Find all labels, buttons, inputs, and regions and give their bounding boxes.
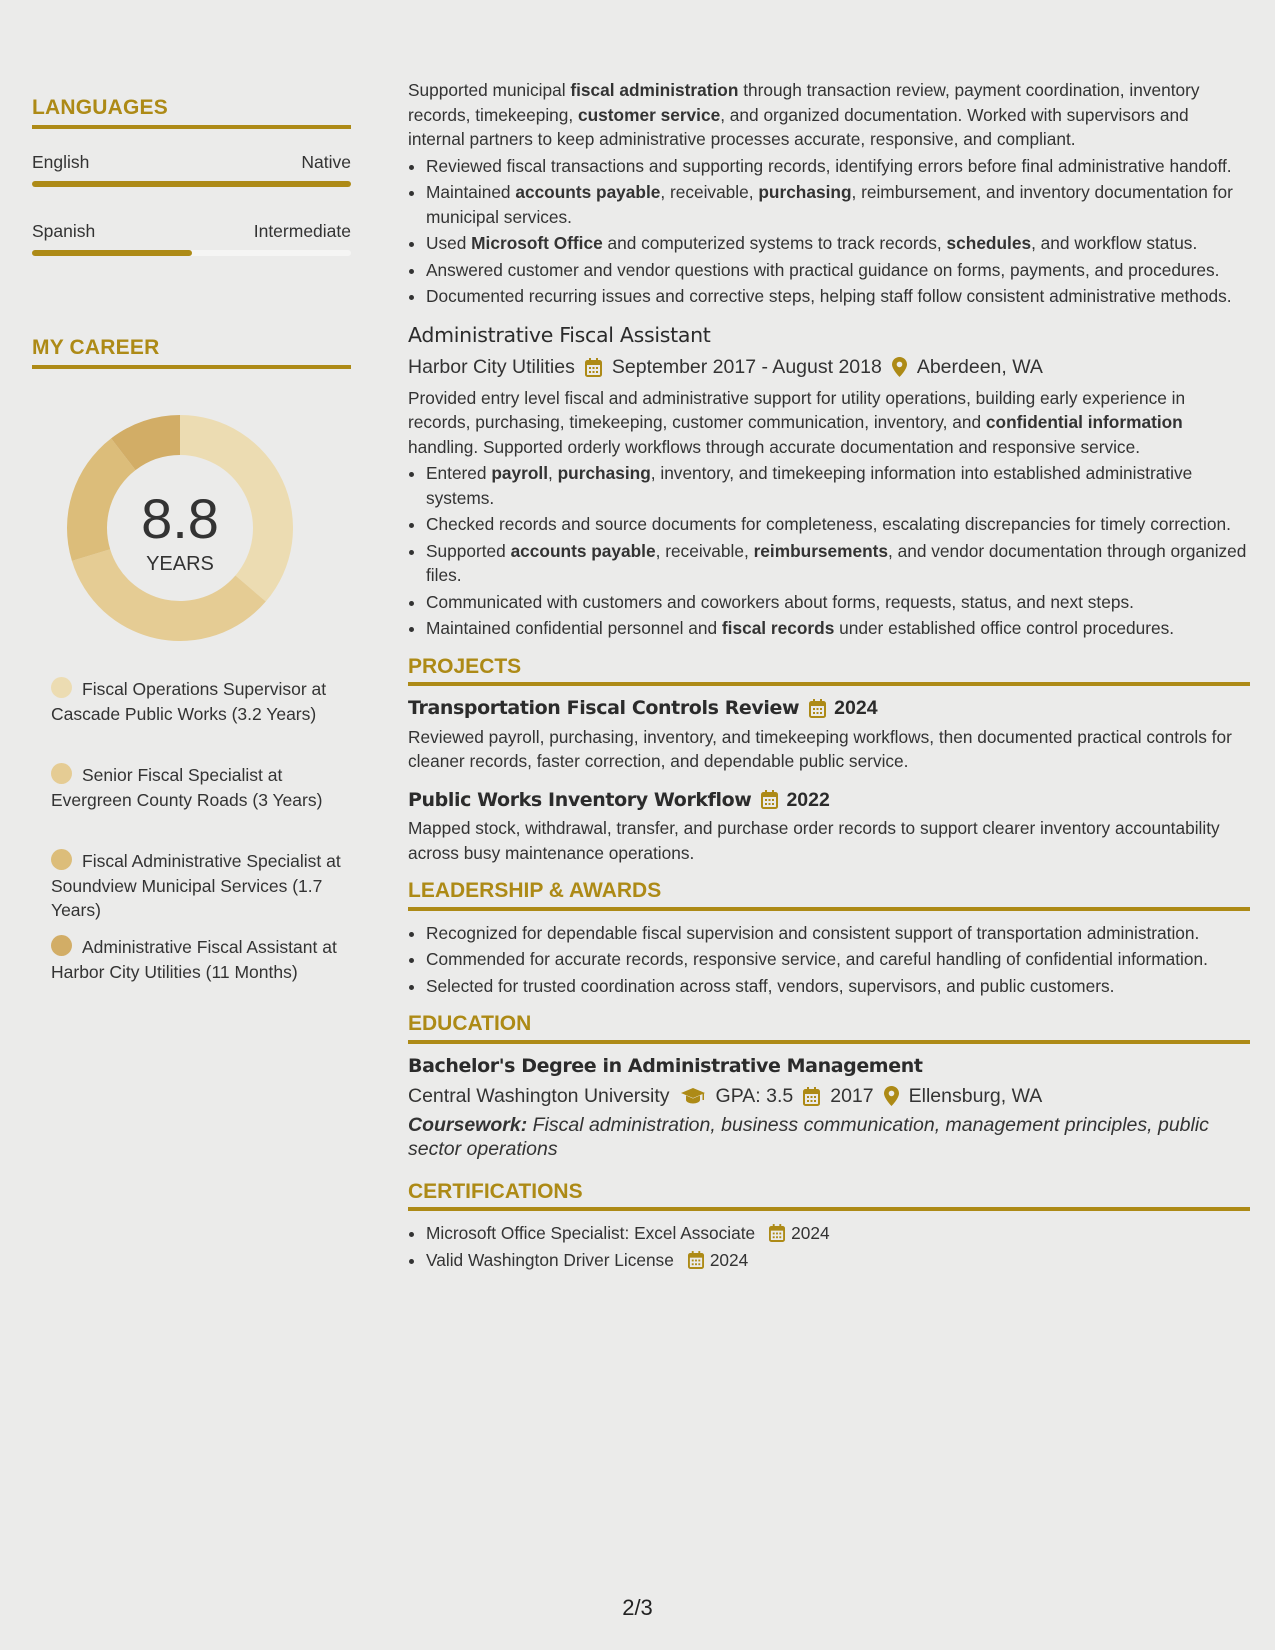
career-legend-item [51,935,341,984]
project-title-row [408,696,1250,721]
calendar-icon [769,1224,785,1242]
degree-title: Bachelor's Degree in Administrative Management [408,1054,923,1077]
legend-label: Administrative Fiscal Assistant at Harbor City Utilities (11 Months) [51,937,337,982]
legend-label: Senior Fiscal Specialist at Evergreen County Roads (3 Years) [51,765,323,810]
job-company: Harbor City Utilities [408,356,575,378]
certifications-heading: CERTIFICATIONS [408,1180,1250,1212]
language-name: English [32,152,90,172]
languages-heading: LANGUAGES [32,96,351,129]
career-donut-chart [67,415,293,641]
legend-dot [51,935,72,956]
career-legend-item [51,849,341,923]
bullet-item: • Maintained accounts payable, receivable, purchasing, reimbursement, and inventory documentation for municipal services. [426,180,1250,229]
bullet-item: • Selected for trusted coordination across staff, vendors, supervisors, and public customers. [426,974,1250,999]
job-summary: Provided entry level fiscal and administrative support for utility operations, building early experience in records, purchasing, timekeeping, customer communication, inventory, and confidential information handling. Supported orderly workflows through accurate documentation and responsive service. [408,387,1186,457]
certification-name: • Microsoft Office Specialist: Excel Associate [426,1223,756,1243]
bullet-item: • Entered payroll, purchasing, inventory, and timekeeping information into established administrative systems. [426,461,1250,510]
location-pin-icon [884,1086,899,1106]
certification-item [426,1221,1250,1246]
job-title: Administrative Fiscal Assistant [408,322,711,347]
certification-year: 2024 [791,1223,830,1243]
certifications-list [426,1221,1250,1272]
coursework [408,1113,1250,1162]
language-level: Native [301,152,351,172]
coursework-text: Fiscal administration, business communication, management principles, public sector operations [408,1113,1209,1160]
certification-year: 2024 [709,1249,749,1270]
leadership-list [426,921,1250,999]
experience-intro-bullets [426,154,1250,309]
project-description: Mapped stock, withdrawal, transfer, and purchase order records to support clearer inventory accountability across busy maintenance operations. [408,818,1220,863]
language-bar [32,250,351,256]
legend-dot [51,763,72,784]
education-meta [408,1084,1250,1109]
career-legend-item [51,763,341,812]
language-bar-fill [32,181,351,187]
career-unit: YEARS [146,553,214,575]
school-name: Central Washington University [408,1085,670,1107]
donut-segment [67,438,136,561]
career-heading: MY CAREER [32,336,351,369]
projects-heading: PROJECTS [408,655,1250,687]
graduation-cap-icon [680,1087,706,1105]
location-pin-icon [892,357,907,377]
education-heading: EDUCATION [408,1012,1250,1044]
bullet-item: • Communicated with customers and coworkers about forms, requests, status, and next steps. [426,590,1250,615]
language-spanish [32,221,351,256]
legend-label: Fiscal Administrative Specialist at Soundview Municipal Services (1.7 Years) [51,851,341,920]
career-legend-item [51,677,341,726]
project-name: Transportation Fiscal Controls Review [408,697,800,719]
legend-label: Fiscal Operations Supervisor at Cascade Public Works (3.2 Years) [51,679,327,724]
calendar-icon [803,1087,820,1106]
bullet-item: • Recognized for dependable fiscal supervision and consistent support of transportation administration. [426,921,1250,946]
certification-item [426,1248,1250,1273]
main-content [408,78,1250,1274]
bullet-item: • Reviewed fiscal transactions and supporting records, identifying errors before final administrative handoff. [426,154,1250,179]
calendar-icon [761,790,778,809]
school-location: Ellensburg, WA [908,1085,1043,1107]
language-bar [32,181,351,187]
job-location: Aberdeen, WA [916,356,1043,378]
job-dates: September 2017 - August 2018 [611,356,882,378]
bullet-item: • Answered customer and vendor questions with practical guidance on forms, payments, and procedures. [426,258,1250,283]
project-title-row [408,788,1250,813]
calendar-icon [688,1251,704,1269]
calendar-icon [585,358,602,377]
gpa: GPA: 3.5 [715,1085,794,1107]
bullet-item: • Supported accounts payable, receivable, reimbursements, and vendor documentation through organized files. [426,539,1250,588]
career-total: 8.8 [141,487,219,550]
bullet-item: • Documented recurring issues and corrective steps, helping staff follow consistent administrative methods. [426,284,1250,309]
leadership-heading: LEADERSHIP & AWARDS [408,879,1250,911]
project-name: Public Works Inventory Workflow [408,788,752,811]
project-year-wrap [809,696,877,721]
legend-dot [51,849,72,870]
bullet-item: • Maintained confidential personnel and fiscal records under established office control procedures. [426,616,1250,641]
calendar-icon [809,699,826,718]
project-year-wrap [761,788,829,813]
project-year: 2024 [834,697,878,719]
job-bullets [426,461,1250,641]
graduation-year: 2017 [830,1085,874,1107]
language-english [32,152,351,187]
bullet-item: • Checked records and source documents for completeness, escalating discrepancies for timely correction. [426,512,1250,537]
coursework-label: Coursework: [408,1113,528,1136]
page-number: 2/3 [622,1595,653,1620]
language-level: Intermediate [253,221,351,241]
project-description: Reviewed payroll, purchasing, inventory, and timekeeping workflows, then documented practical controls for cleaner records, faster correction, and dependable public service. [408,726,1232,771]
job-meta [408,355,1250,380]
experience-intro: Supported municipal fiscal administration through transaction review, payment coordination, inventory records, timekeeping, customer service, and organized documentation. Worked with supervisors and internal partners to keep administrative processes accurate, responsive, and compliant. [408,80,1200,149]
bullet-item: • Commended for accurate records, responsive service, and careful handling of confidential information. [426,947,1250,972]
project-year: 2022 [786,788,830,811]
language-name: Spanish [32,221,96,241]
legend-dot [51,677,72,698]
language-bar-fill [32,250,192,256]
certification-name: • Valid Washington Driver License [426,1249,674,1270]
bullet-item: • Used Microsoft Office and computerized systems to track records, schedules, and workflow status. [426,231,1250,256]
